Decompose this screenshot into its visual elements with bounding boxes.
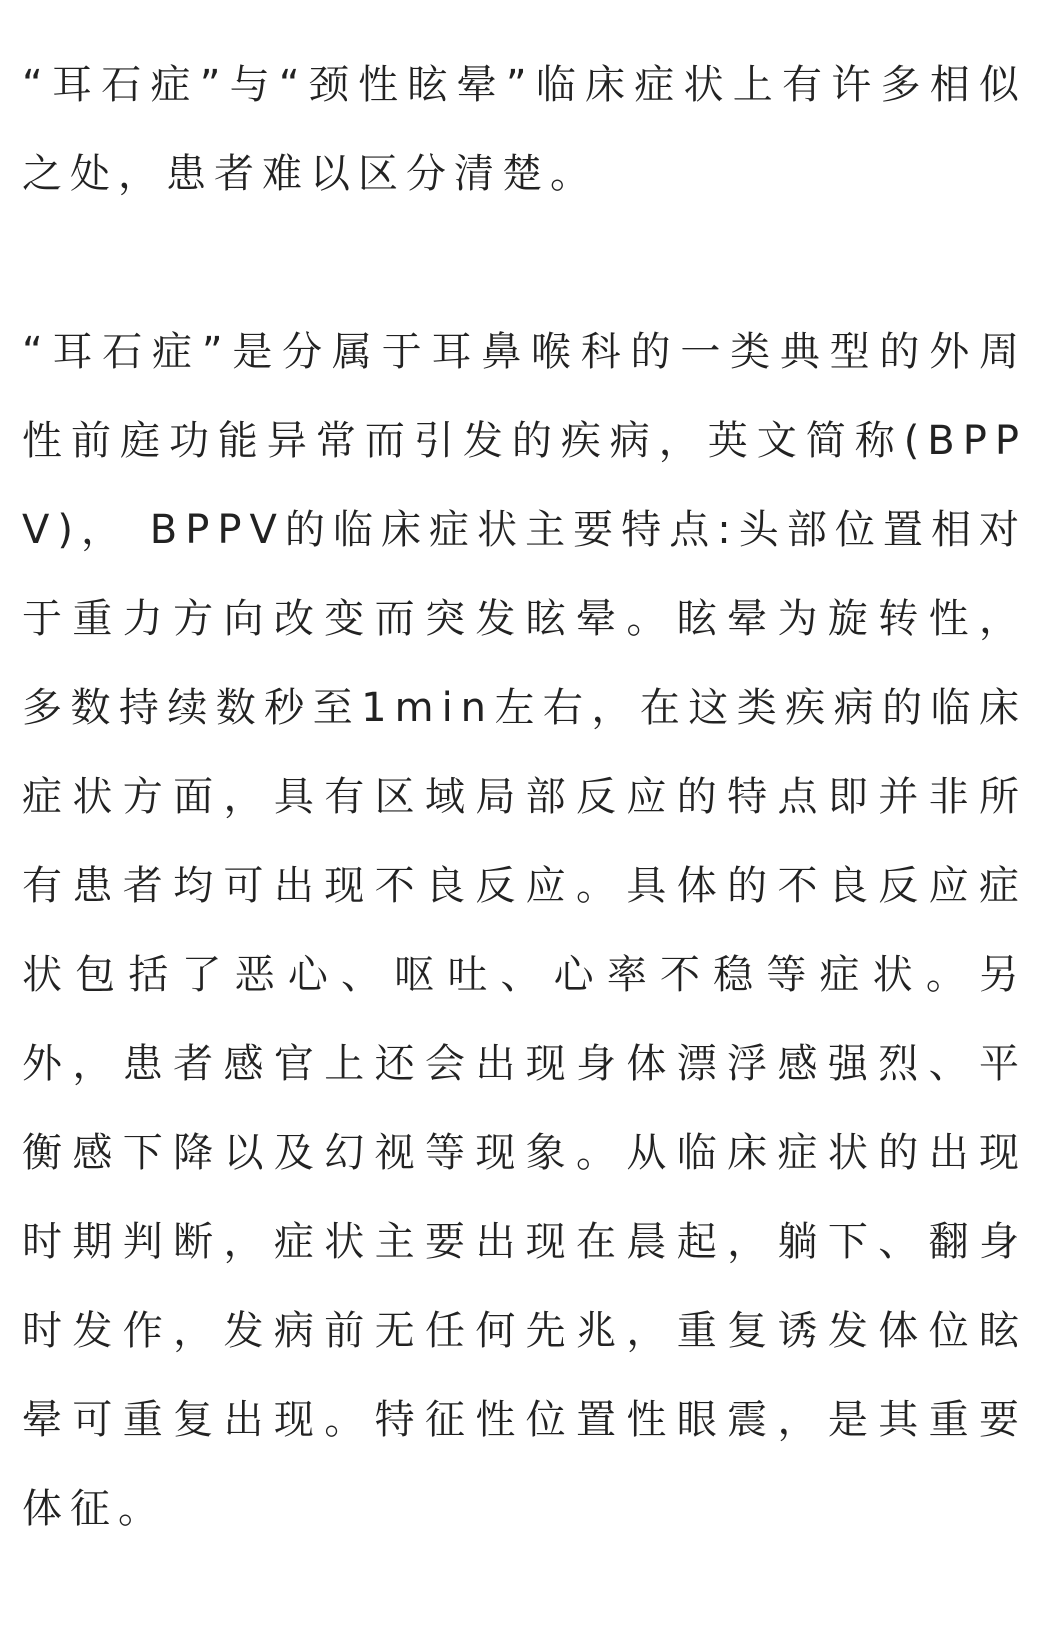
paragraph-intro: “耳石症”与“颈性眩晕”临床症状上有许多相似之处，患者难以区分清楚。 [22, 62, 1027, 197]
paragraph-spacer [22, 219, 1027, 308]
article-body [22, 41, 1027, 1554]
paragraph-bppv-description: “耳石症”是分属于耳鼻喉科的一类典型的外周性前庭功能异常而引发的疾病，英文简称(BPPV)， BPPV的临床症状主要特点:头部位置相对于重力方向改变而突发眩晕。眩晕为旋转性，多数持续数秒至1min左右，在这类疾病的临床症状方面，具有区域局部反应的特点即并非所有患者均可出现不良反应。具体的不良反应症状包括了恶心、呕吐、心率不稳等症状。另外，患者感官上还会出现身体漂浮感强烈、平衡感下降以及幻视等现象。从临床症状的出现时期判断，症状主要出现在晨起，躺下、翻身时发作，发病前无任何先兆，重复诱发体位眩晕可重复出现。特征性位置性眼震，是其重要体征。 [22, 329, 1027, 1532]
